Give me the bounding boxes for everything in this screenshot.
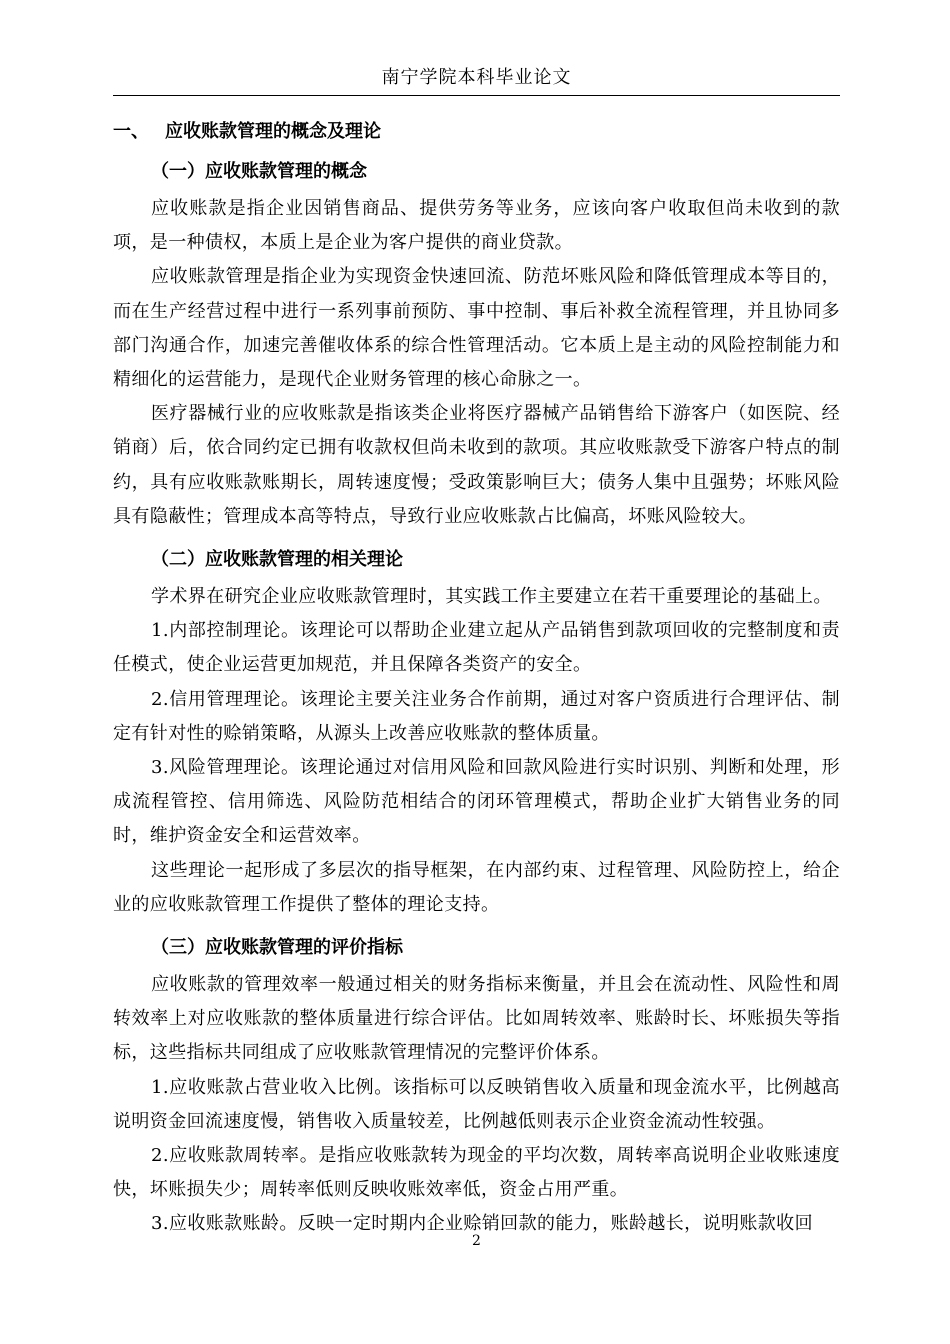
section-heading <box>113 112 840 152</box>
paragraph: 应收账款的管理效率一般通过相关的财务指标来衡量，并且会在流动性、风险性和周转效率上对应收账款的整体质量进行综合评估。比如周转效率、账龄时长、坏账损失等指标，这些指标共同组成了应收账款管理情况的完整评价体系。 <box>113 974 840 1064</box>
section-number: 一、 <box>113 121 149 142</box>
paragraph: 1.内部控制理论。该理论可以帮助企业建立起从产品销售到款项回收的完整制度和责任模式，使企业运营更加规范，并且保障各类资产的安全。 <box>113 620 840 676</box>
paragraph: 这些理论一起形成了多层次的指导框架，在内部约束、过程管理、风险防控上，给企业的应收账款管理工作提供了整体的理论支持。 <box>113 859 840 915</box>
paragraph: 学术界在研究企业应收账款管理时，其实践工作主要建立在若干重要理论的基础上。 <box>151 586 832 608</box>
subsection-heading-3: （三）应收账款管理的评价指标 <box>151 937 403 959</box>
header-rule <box>113 95 840 96</box>
paragraph: 医疗器械行业的应收账款是指该类企业将医疗器械产品销售给下游客户（如医院、经销商）后，依合同约定已拥有收款权但尚未收到的款项。其应收账款受下游客户特点的制约，具有应收账款账期长，周转速度慢；受政策影响巨大；债务人集中且强势；坏账风险具有隐蔽性；管理成本高等特点，导致行业应收账款占比偏高，坏账风险较大。 <box>113 403 840 527</box>
paragraph: 2.应收账款周转率。是指应收账款转为现金的平均次数，周转率高说明企业收账速度快，坏账损失少；周转率低则反映收账效率低，资金占用严重。 <box>113 1145 840 1201</box>
paragraph: 1.应收账款占营业收入比例。该指标可以反映销售收入质量和现金流水平，比例越高说明资金回流速度慢，销售收入质量较差，比例越低则表示企业资金流动性较强。 <box>113 1076 840 1132</box>
subsection-heading-2: （二）应收账款管理的相关理论 <box>151 549 403 571</box>
page-number: 2 <box>472 1233 481 1249</box>
paragraph: 2.信用管理理论。该理论主要关注业务合作前期，通过对客户资质进行合理评估、制定有针对性的赊销策略，从源头上改善应收账款的整体质量。 <box>113 688 840 744</box>
page-header: 南宁学院本科毕业论文 <box>381 67 572 88</box>
paragraph: 3.风险管理理论。该理论通过对信用风险和回款风险进行实时识别、判断和处理，形成流程管控、信用筛选、风险防范相结合的闭环管理模式，帮助企业扩大销售业务的同时，维护资金安全和运营效率。 <box>113 757 840 847</box>
paragraph: 应收账款管理是指企业为实现资金快速回流、防范坏账风险和降低管理成本等目的，而在生产经营过程中进行一系列事前预防、事中控制、事后补救全流程管理，并且协同多部门沟通合作，加速完善催收体系的综合性管理活动。它本质上是主动的风险控制能力和精细化的运营能力，是现代企业财务管理的核心命脉之一。 <box>113 266 840 391</box>
paragraph: 3.应收账款账龄。反映一定时期内企业赊销回款的能力，账龄越长，说明账款收回 <box>151 1213 813 1235</box>
subsection-heading-1: （一）应收账款管理的概念 <box>151 161 367 182</box>
page-body <box>113 112 840 1242</box>
section-title: 应收账款管理的概念及理论 <box>165 121 381 142</box>
paragraph: 应收账款是指企业因销售商品、提供劳务等业务，应该向客户收取但尚未收到的款项，是一种债权，本质上是企业为客户提供的商业贷款。 <box>113 198 840 254</box>
